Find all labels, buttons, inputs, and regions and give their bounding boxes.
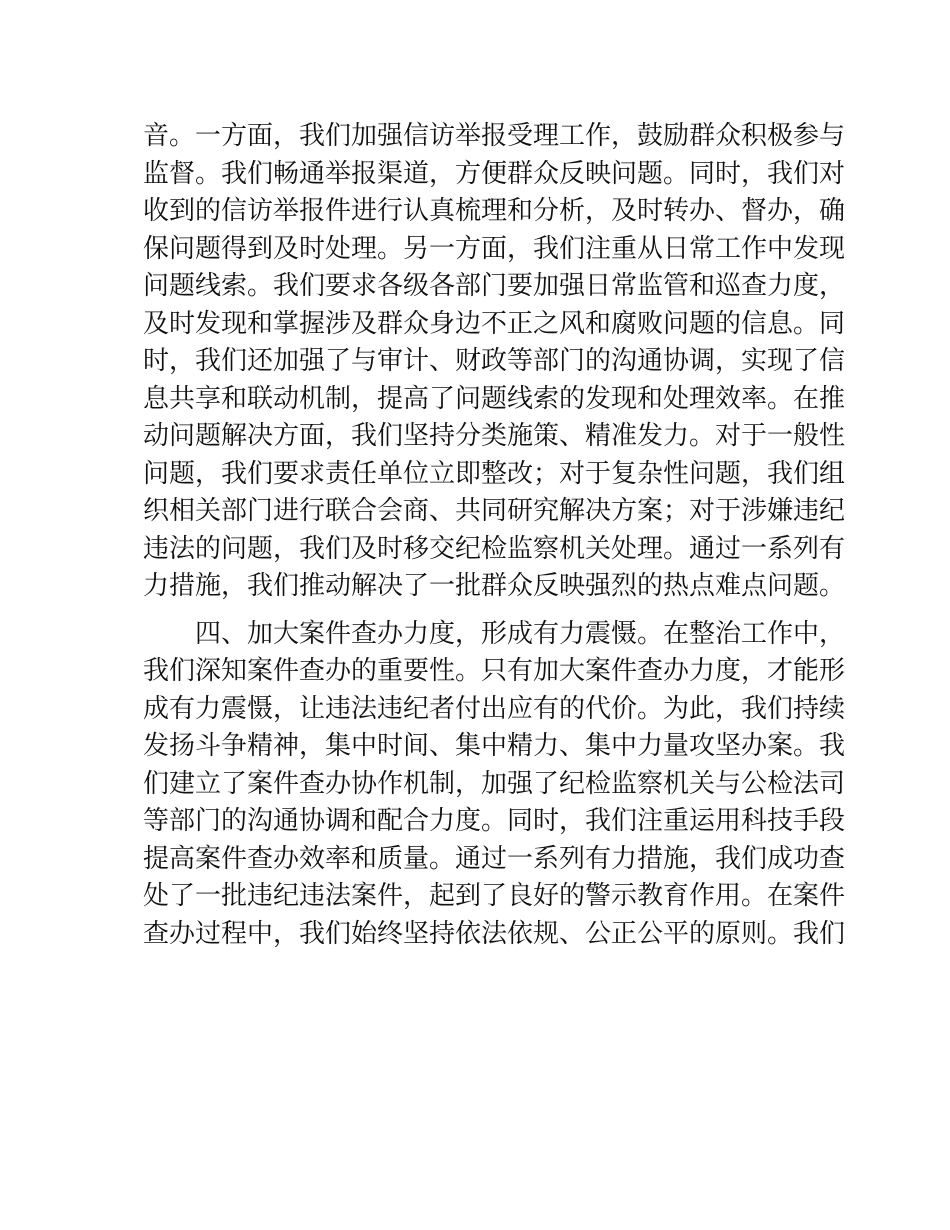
- paragraph-line: 问题线索。我们要求各级各部门要加强日常监管和巡查力度，: [143, 271, 846, 301]
- paragraph-line: 成有力震慑，让违法违纪者付出应有的代价。为此，我们持续: [143, 693, 846, 724]
- paragraph-line: 处了一批违纪违法案件，起到了良好的警示教育作用。在案件: [143, 881, 846, 911]
- document-body: [143, 118, 846, 953]
- paragraph-line: 监督。我们畅通举报渠道，方便群众反映问题。同时，我们对: [143, 158, 846, 189]
- paragraph-line: 们建立了案件查办协作机制，加强了纪检监察机关与公检法司: [143, 768, 846, 799]
- paragraph-line: 动问题解决方面，我们坚持分类施策、精准发力。对于一般性: [143, 421, 846, 451]
- paragraph-line: 查办过程中，我们始终坚持依法依规、公正公平的原则。我们: [143, 918, 846, 949]
- paragraph-line: 等部门的沟通协调和配合力度。同时，我们注重运用科技手段: [143, 806, 846, 836]
- paragraph-line: 收到的信访举报件进行认真梳理和分析，及时转办、督办，确: [143, 196, 846, 226]
- paragraph-line: 发扬斗争精神，集中时间、集中精力、集中力量攻坚办案。我: [143, 731, 846, 761]
- paragraph-line: 及时发现和掌握涉及群众身边不正之风和腐败问题的信息。同: [143, 308, 846, 339]
- paragraph-1: [143, 118, 846, 606]
- paragraph-line: 违法的问题，我们及时移交纪检监察机关处理。通过一系列有: [143, 533, 846, 564]
- paragraph-line: 力措施，我们推动解决了一批群众反映强烈的热点难点问题。: [143, 571, 846, 601]
- paragraph-line: 时，我们还加强了与审计、财政等部门的沟通协调，实现了信: [143, 346, 846, 376]
- paragraph-spacer: [143, 606, 813, 616]
- paragraph-2: [143, 616, 846, 954]
- paragraph-line: 织相关部门进行联合会商、共同研究解决方案；对于涉嫌违纪: [143, 496, 846, 526]
- paragraph-line: 我们深知案件查办的重要性。只有加大案件查办力度，才能形: [143, 656, 846, 686]
- paragraph-line: 提高案件查办效率和质量。通过一系列有力措施，我们成功查: [143, 843, 846, 874]
- paragraph-line: 问题，我们要求责任单位立即整改；对于复杂性问题，我们组: [143, 458, 846, 489]
- paragraph-line: 四、加大案件查办力度，形成有力震慑。在整治工作中，: [195, 618, 846, 649]
- paragraph-line: 息共享和联动机制，提高了问题线索的发现和处理效率。在推: [143, 383, 846, 414]
- paragraph-line: 保问题得到及时处理。另一方面，我们注重从日常工作中发现: [143, 233, 846, 264]
- paragraph-line: 音。一方面，我们加强信访举报受理工作，鼓励群众积极参与: [143, 121, 846, 151]
